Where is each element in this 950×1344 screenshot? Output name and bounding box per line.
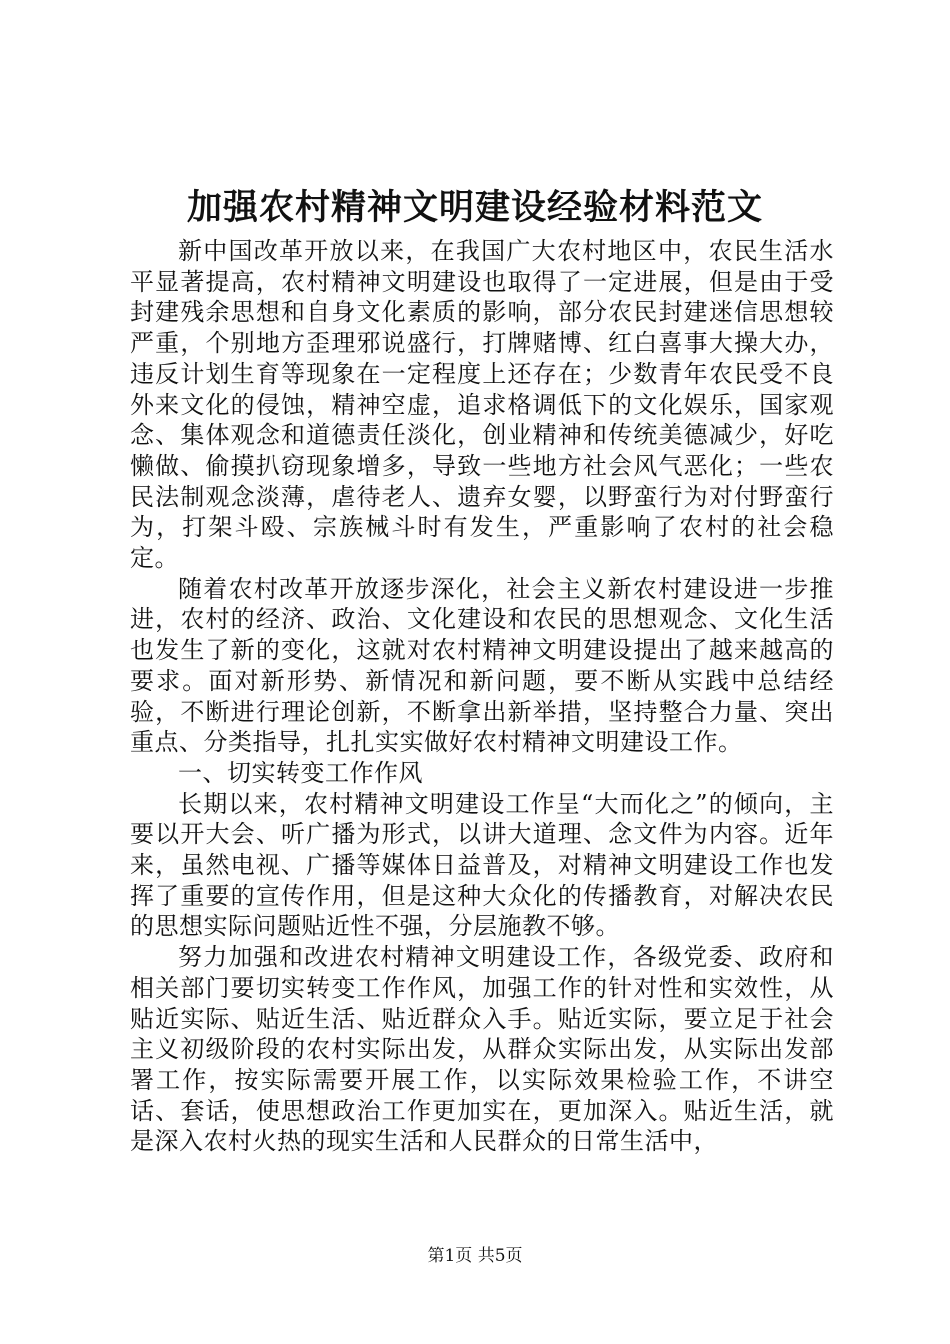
paragraph-reform: 随着农村改革开放逐步深化，社会主义新农村建设进一步推进，农村的经济、政治、文化建设和农民的思想观念、文化生活也发生了新的变化，这就对农村精神文明建设提出了越来越高的要求。面对新形势、新情况和新问题，要不断从实践中总结经验，不断进行理论创新，不断拿出新举措，坚持整合力量、突出重点、分类指导，扎扎实实做好农村精神文明建设工作。 xyxy=(130,574,834,757)
section-heading-1: 一、切实转变工作作风 xyxy=(178,758,423,787)
paragraph-improve: 努力加强和改进农村精神文明建设工作，各级党委、政府和相关部门要切实转变工作作风，加强工作的针对性和实效性，从贴近实际、贴近生活、贴近群众入手。贴近实际，要立足于社会主义初级阶段的农村实际出发，从群众实际出发，从实际出发部署工作，按实际需要开展工作，以实际效果检验工作，不讲空话、套话，使思想政治工作更加实在，更加深入。贴近生活，就是深入农村火热的现实生活和人民群众的日常生活中， xyxy=(130,943,834,1156)
paragraph-intro: 新中国改革开放以来，在我国广大农村地区中，农民生活水平显著提高，农村精神文明建设也取得了一定进展，但是由于受封建残余思想和自身文化素质的影响，部分农民封建迷信思想较严重，个别地方歪理邪说盛行，打牌赌博、红白喜事大操大办，违反计划生育等现象在一定程度上还存在；少数青年农民受不良外来文化的侵蚀，精神空虚，追求格调低下的文化娱乐，国家观念、集体观念和道德责任淡化，创业精神和传统美德减少，好吃懒做、偷摸扒窃现象增多，导致一些地方社会风气恶化；一些农民法制观念淡薄，虐待老人、遗弃女婴，以野蛮行为对付野蛮行为，打架斗殴、宗族械斗时有发生，严重影响了农村的社会稳定。 xyxy=(130,237,834,573)
document-title: 加强农村精神文明建设经验材料范文 xyxy=(186,187,763,228)
page-footer: 第1页 共5页 xyxy=(427,1246,523,1266)
paragraph-history: 长期以来，农村精神文明建设工作呈“大而化之”的倾向，主要以开大会、听广播为形式，以讲大道理、念文件为内容。近年来，虽然电视、广播等媒体日益普及，对精神文明建设工作也发挥了重要的宣传作用，但是这种大众化的传播教育，对解决农民的思想实际问题贴近性不强，分层施教不够。 xyxy=(130,789,834,941)
document-body xyxy=(130,236,834,1157)
